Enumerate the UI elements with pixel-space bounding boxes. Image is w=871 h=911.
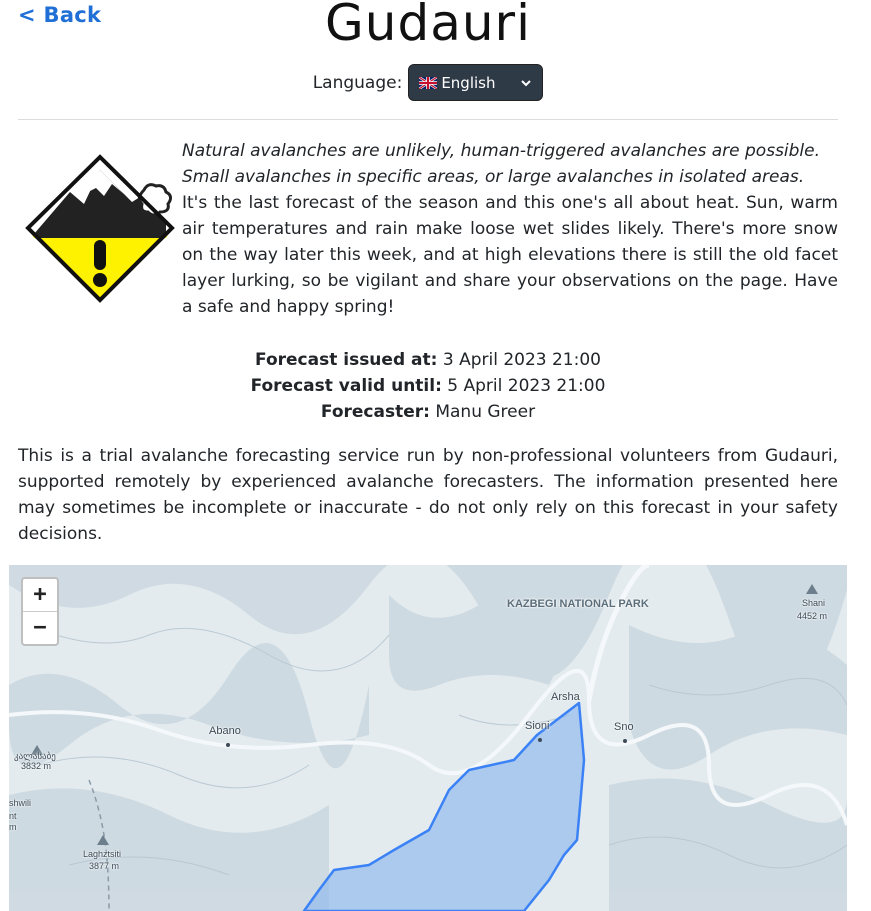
forecaster-row xyxy=(0,399,856,425)
map-label-shani-elev: 4452 m xyxy=(797,611,828,621)
danger-description: Natural avalanches are unlikely, human-triggered avalanches are possible. Small avalanches in specific areas, or large avalanches in isolated areas. xyxy=(182,141,821,187)
forecaster-value: Manu Greer xyxy=(435,402,536,422)
language-selected-value: English xyxy=(441,73,496,92)
map-label-laghztsiti: Laghztsiti xyxy=(83,849,122,859)
forecast-issued-value: 3 April 2023 21:00 xyxy=(442,350,601,370)
forecast-issued-row xyxy=(0,347,856,373)
page-title: Gudauri xyxy=(325,0,531,52)
language-label: Language: xyxy=(312,72,403,93)
map-label-shani: Shani xyxy=(802,598,826,608)
back-link[interactable]: < Back xyxy=(18,3,102,27)
forecast-summary xyxy=(182,138,838,320)
map-zoom-control xyxy=(21,577,59,646)
map-label-arsha: Arsha xyxy=(551,691,580,703)
map-label-sno: Sno xyxy=(614,721,634,733)
map-label-sioni: Sioni xyxy=(525,720,550,732)
map-label-peak-left: კალასაბე xyxy=(14,751,56,761)
zoom-in-button[interactable]: + xyxy=(23,579,57,612)
map-label-edge-a: shwili xyxy=(9,798,32,808)
map-label-edge-c: m xyxy=(9,822,17,832)
map-label-abano: Abano xyxy=(209,725,241,737)
avalanche-danger-level-2-icon xyxy=(24,152,176,304)
map-label-edge-b: nt xyxy=(9,811,17,821)
section-divider xyxy=(18,119,838,120)
map-label-peak-left-elev: 3832 m xyxy=(21,761,52,771)
bottom-line-text: It's the last forecast of the season and this one's all about heat. Sun, warm air temperatures and rain make loose wet slides likely. There's more snow on the way later this week, and at high elevations there is still the old facet layer lurking, so be vigilant and share your observations on the page. Have a safe and happy spring! xyxy=(182,193,838,317)
language-selector-row xyxy=(0,64,856,101)
forecast-issued-label: Forecast issued at: xyxy=(255,350,438,370)
disclaimer-text: This is a trial avalanche forecasting service run by non-professional volunteers from Gudauri, supported remotely by experienced avalanche forecasters. The information presented here may sometimes be incomplete or inaccurate - do not only rely on this forecast in your safety decisions. xyxy=(18,446,838,544)
forecast-valid-row xyxy=(0,373,856,399)
forecast-valid-value: 5 April 2023 21:00 xyxy=(447,376,606,396)
language-select[interactable] xyxy=(408,64,543,101)
forecast-valid-label: Forecast valid until: xyxy=(250,376,442,396)
chevron-down-icon xyxy=(520,77,532,89)
map-label-laghztsiti-elev: 3877 m xyxy=(89,861,120,871)
uk-flag-icon xyxy=(419,77,437,89)
forecaster-label: Forecaster: xyxy=(320,402,430,422)
map-terrain xyxy=(9,565,847,911)
map-label-park: KAZBEGI NATIONAL PARK xyxy=(507,598,649,610)
zoom-out-button[interactable]: − xyxy=(33,615,47,640)
forecast-meta xyxy=(0,347,856,425)
forecast-map[interactable] xyxy=(9,565,847,911)
